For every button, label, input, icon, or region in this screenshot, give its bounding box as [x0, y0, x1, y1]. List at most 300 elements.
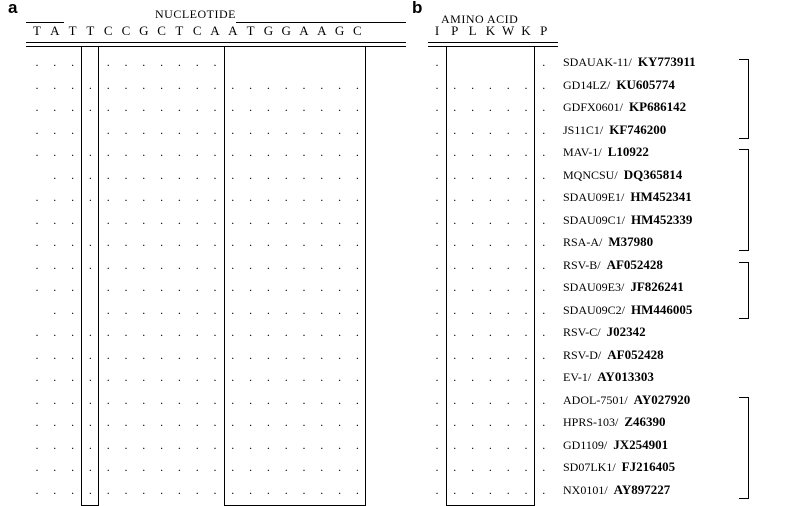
nucleotide-match-dot: . [160, 482, 164, 497]
strain-label [563, 438, 668, 452]
accession-number: HM452339 [631, 211, 693, 227]
accession-number: KF746200 [609, 121, 667, 137]
nucleotide-match-dot: . [355, 392, 359, 407]
nucleotide-match-dot: . [53, 325, 57, 339]
nucleotide-match-dot: . [71, 302, 75, 317]
nucleotide-match-dot: . [355, 167, 359, 182]
nucleotide-match-dot: . [35, 235, 39, 249]
nucleotide-match-dot: . [177, 77, 181, 92]
amino-acid-match-dot: . [542, 347, 546, 362]
amino-acid-match-dot: . [488, 302, 492, 317]
amino-acid-match-dot: . [471, 77, 475, 92]
strain-label [563, 190, 692, 204]
amino-acid-ref-residue: K [485, 23, 496, 38]
nucleotide-match-dot: . [195, 347, 199, 362]
amino-acid-match-dot: . [524, 482, 528, 497]
amino-acid-match-dot: . [471, 302, 475, 317]
nucleotide-match-dot: . [177, 325, 181, 339]
panel-b-label: b [412, 0, 423, 17]
accession-number: KY773911 [637, 54, 696, 69]
amino-acid-match-dot: . [453, 415, 457, 429]
nucleotide-match-dot: . [320, 302, 324, 317]
strain-label [563, 100, 686, 114]
nucleotide-match-dot: . [249, 122, 253, 137]
nucleotide-match-dot: . [320, 100, 324, 114]
nucleotide-match-dot: . [338, 212, 342, 227]
nucleotide-match-dot: . [320, 257, 324, 272]
nucleotide-match-dot: . [53, 257, 57, 272]
nucleotide-match-dot: . [53, 235, 57, 249]
nucleotide-match-dot: . [249, 257, 253, 272]
nucleotide-match-dot: . [284, 347, 288, 362]
amino-acid-match-dot: . [488, 347, 492, 362]
nucleotide-match-dot: . [284, 77, 288, 92]
nucleotide-match-dot: . [338, 100, 342, 114]
nucleotide-ref-base: A [299, 23, 309, 38]
nucleotide-match-dot: . [142, 325, 146, 339]
nucleotide-match-dot: . [53, 55, 57, 69]
nucleotide-match-dot: . [284, 257, 288, 272]
accession-number: HM446005 [631, 301, 693, 317]
nucleotide-match-dot: . [355, 370, 359, 384]
nucleotide-match-dot: . [249, 100, 253, 114]
nucleotide-match-dot: . [284, 437, 288, 452]
amino-acid-match-dot: . [524, 235, 528, 249]
amino-acid-match-dot: . [453, 370, 457, 384]
amino-acid-ref-residue: W [502, 23, 515, 38]
amino-acid-match-dot: . [542, 55, 546, 69]
nucleotide-match-dot: . [71, 280, 75, 294]
amino-acid-match-dot: . [542, 145, 546, 159]
nucleotide-match-dot: . [302, 212, 306, 227]
nucleotide-match-dot: . [266, 460, 270, 474]
strain-label [563, 415, 666, 429]
nucleotide-match-dot: . [266, 347, 270, 362]
amino-acid-match-dot: . [542, 167, 546, 182]
nucleotide-match-dot: . [266, 325, 270, 339]
nucleotide-match-dot: . [88, 190, 92, 204]
strain-label [563, 483, 670, 497]
nucleotide-match-dot: . [88, 415, 92, 429]
nucleotide-match-dot: . [231, 460, 235, 474]
nucleotide-match-dot: . [124, 437, 128, 452]
nucleotide-match-dot: . [53, 482, 57, 497]
amino-acid-match-dot: . [488, 437, 492, 452]
nucleotide-match-dot: . [302, 77, 306, 92]
nucleotide-match-dot: . [160, 392, 164, 407]
nucleotide-match-dot: . [177, 145, 181, 159]
nucleotide-match-dot: . [195, 415, 199, 429]
nucleotide-match-dot: . [284, 212, 288, 227]
strain-name: GD1109/ [563, 437, 608, 452]
amino-acid-match-dot: . [471, 167, 475, 182]
nucleotide-match-dot: . [284, 190, 288, 204]
amino-acid-ref-residue: L [468, 23, 477, 38]
nucleotide-match-dot: . [195, 212, 199, 227]
amino-acid-match-dot: . [524, 167, 528, 182]
amino-acid-match-dot: . [435, 482, 439, 497]
amino-acid-match-dot: . [542, 257, 546, 272]
nucleotide-match-dot: . [160, 167, 164, 182]
nucleotide-match-dot: . [88, 482, 92, 497]
nucleotide-match-dot: . [249, 482, 253, 497]
nucleotide-match-dot: . [302, 257, 306, 272]
amino-acid-match-dot: . [453, 325, 457, 339]
nucleotide-match-dot: . [160, 302, 164, 317]
nucleotide-match-dot: . [284, 482, 288, 497]
amino-acid-match-dot: . [453, 392, 457, 407]
nucleotide-match-dot: . [71, 257, 75, 272]
amino-acid-match-dot: . [488, 325, 492, 339]
nucleotide-match-dot: . [160, 77, 164, 92]
nucleotide-match-dot: . [195, 370, 199, 384]
amino-acid-ref-residue: I [434, 23, 440, 38]
nucleotide-match-dot: . [231, 370, 235, 384]
nucleotide-match-dot: . [231, 302, 235, 317]
nucleotide-match-dot: . [284, 392, 288, 407]
amino-acid-match-dot: . [524, 460, 528, 474]
strain-label [563, 55, 696, 69]
nucleotide-match-dot: . [338, 415, 342, 429]
amino-acid-match-dot: . [435, 190, 439, 204]
amino-acid-match-dot: . [488, 415, 492, 429]
nucleotide-match-dot: . [106, 167, 110, 182]
strain-name: MAV-1/ [563, 145, 602, 159]
accession-number: J02342 [606, 324, 646, 339]
nucleotide-match-dot: . [106, 55, 110, 69]
nucleotide-header: NUCLEOTIDE [155, 7, 236, 21]
amino-acid-match-dot: . [488, 482, 492, 497]
nucleotide-match-dot: . [302, 302, 306, 317]
amino-acid-match-dot: . [453, 482, 457, 497]
nucleotide-match-dot: . [53, 280, 57, 294]
nucleotide-match-dot: . [88, 347, 92, 362]
nucleotide-match-dot: . [231, 122, 235, 137]
nucleotide-match-dot: . [249, 460, 253, 474]
nucleotide-match-dot: . [160, 212, 164, 227]
nucleotide-match-dot: . [231, 482, 235, 497]
strain-name: SDAU09C1/ [563, 212, 626, 227]
nucleotide-match-dot: . [302, 392, 306, 407]
amino-acid-match-dot: . [542, 460, 546, 474]
amino-acid-match-dot: . [542, 77, 546, 92]
amino-acid-match-dot: . [453, 280, 457, 294]
nucleotide-match-dot: . [88, 235, 92, 249]
nucleotide-match-dot: . [213, 325, 217, 339]
amino-acid-match-dot: . [453, 122, 457, 137]
amino-acid-match-dot: . [524, 370, 528, 384]
nucleotide-match-dot: . [302, 460, 306, 474]
nucleotide-match-dot: . [266, 100, 270, 114]
nucleotide-match-dot: . [231, 145, 235, 159]
nucleotide-match-dot: . [124, 212, 128, 227]
nucleotide-match-dot: . [355, 145, 359, 159]
strain-name: SDAUAK-11/ [563, 55, 632, 69]
strain-label [563, 258, 663, 272]
strain-label [563, 145, 649, 159]
strain-name: GD14LZ/ [563, 77, 611, 92]
nucleotide-match-dot: . [106, 235, 110, 249]
nucleotide-match-dot: . [213, 482, 217, 497]
nucleotide-match-dot: . [320, 460, 324, 474]
amino-acid-match-dot: . [524, 347, 528, 362]
strain-name: NX0101/ [563, 482, 608, 497]
accession-number: AF052428 [607, 346, 664, 362]
nucleotide-match-dot: . [231, 190, 235, 204]
nucleotide-match-dot: . [338, 347, 342, 362]
nucleotide-match-dot: . [355, 212, 359, 227]
amino-acid-match-dot: . [453, 77, 457, 92]
strain-name: MQNCSU/ [563, 167, 618, 182]
nucleotide-match-dot: . [106, 212, 110, 227]
amino-acid-match-dot: . [488, 77, 492, 92]
amino-acid-match-dot: . [524, 190, 528, 204]
amino-acid-match-dot: . [471, 257, 475, 272]
nucleotide-ref-base: T [246, 23, 255, 38]
nucleotide-match-dot: . [35, 145, 39, 159]
amino-acid-match-dot: . [471, 325, 475, 339]
amino-acid-match-dot: . [435, 325, 439, 339]
accession-number: JF826241 [630, 279, 684, 294]
nucleotide-match-dot: . [249, 190, 253, 204]
amino-acid-match-dot: . [471, 460, 475, 474]
nucleotide-match-dot: . [302, 370, 306, 384]
amino-acid-match-dot: . [471, 122, 475, 137]
strain-label [563, 393, 690, 407]
nucleotide-match-dot: . [160, 235, 164, 249]
strain-name: JS11C1/ [563, 122, 604, 137]
amino-acid-match-dot: . [471, 415, 475, 429]
nucleotide-match-dot: . [302, 122, 306, 137]
nucleotide-match-dot: . [266, 280, 270, 294]
nucleotide-match-dot: . [142, 347, 146, 362]
nucleotide-match-dot: . [71, 392, 75, 407]
nucleotide-match-dot: . [124, 190, 128, 204]
amino-acid-match-dot: . [524, 325, 528, 339]
nucleotide-match-dot: . [53, 190, 57, 204]
strain-label [563, 370, 654, 384]
accession-number: AY013303 [597, 369, 654, 384]
nucleotide-match-dot: . [249, 302, 253, 317]
accession-number: JX254901 [613, 436, 669, 452]
nucleotide-match-dot: . [35, 212, 39, 227]
nucleotide-match-dot: . [71, 100, 75, 114]
nucleotide-match-dot: . [302, 325, 306, 339]
strain-label [563, 280, 684, 294]
nucleotide-match-dot: . [124, 370, 128, 384]
nucleotide-match-dot: . [35, 325, 39, 339]
nucleotide-match-dot: . [195, 280, 199, 294]
nucleotide-match-dot: . [249, 235, 253, 249]
nucleotide-match-dot: . [338, 482, 342, 497]
nucleotide-match-dot: . [213, 145, 217, 159]
nucleotide-match-dot: . [142, 167, 146, 182]
nucleotide-match-dot: . [177, 122, 181, 137]
nucleotide-match-dot: . [195, 235, 199, 249]
nucleotide-ref-base: T [68, 23, 77, 38]
nucleotide-match-dot: . [284, 280, 288, 294]
amino-acid-match-dot: . [506, 325, 510, 339]
nucleotide-match-dot: . [355, 482, 359, 497]
nucleotide-match-dot: . [355, 280, 359, 294]
nucleotide-match-dot: . [320, 392, 324, 407]
nucleotide-match-dot: . [106, 100, 110, 114]
nucleotide-match-dot: . [106, 77, 110, 92]
nucleotide-match-dot: . [35, 437, 39, 452]
nucleotide-match-dot: . [213, 167, 217, 182]
nucleotide-match-dot: . [35, 482, 39, 497]
nucleotide-match-dot: . [71, 190, 75, 204]
nucleotide-header-rule-right [236, 22, 406, 23]
nucleotide-match-dot: . [124, 145, 128, 159]
nucleotide-match-dot: . [320, 347, 324, 362]
nucleotide-match-dot: . [160, 280, 164, 294]
amino-acid-match-dot: . [471, 100, 475, 114]
amino-acid-match-dot: . [542, 235, 546, 249]
nucleotide-match-dot: . [142, 280, 146, 294]
nucleotide-match-dot: . [177, 167, 181, 182]
nucleotide-match-dot: . [338, 392, 342, 407]
amino-acid-match-dot: . [435, 122, 439, 137]
nucleotide-match-dot: . [355, 257, 359, 272]
nucleotide-ref-base: G [263, 23, 274, 38]
nucleotide-match-dot: . [124, 122, 128, 137]
nucleotide-match-dot: . [284, 100, 288, 114]
nucleotide-match-dot: . [106, 437, 110, 452]
nucleotide-match-dot: . [142, 145, 146, 159]
amino-acid-match-dot: . [488, 257, 492, 272]
nucleotide-match-dot: . [284, 415, 288, 429]
strain-name: RSV-B/ [563, 257, 601, 272]
nucleotide-match-dot: . [355, 347, 359, 362]
nucleotide-match-dot: . [142, 302, 146, 317]
nucleotide-match-dot: . [213, 190, 217, 204]
nucleotide-match-dot: . [195, 325, 199, 339]
nucleotide-match-dot: . [160, 190, 164, 204]
nucleotide-match-dot: . [302, 235, 306, 249]
nucleotide-match-dot: . [338, 145, 342, 159]
nucleotide-match-dot: . [160, 100, 164, 114]
amino-acid-match-dot: . [524, 302, 528, 317]
nucleotide-ref-base: A [210, 23, 220, 38]
strain-label [563, 168, 682, 182]
amino-acid-match-dot: . [542, 392, 546, 407]
nucleotide-match-dot: . [124, 280, 128, 294]
nucleotide-match-dot: . [35, 257, 39, 272]
nucleotide-match-dot: . [88, 77, 92, 92]
nucleotide-match-dot: . [88, 325, 92, 339]
amino-acid-match-dot: . [506, 100, 510, 114]
nucleotide-match-dot: . [355, 460, 359, 474]
nucleotide-ref-base: T [33, 23, 41, 38]
nucleotide-match-dot: . [320, 437, 324, 452]
nucleotide-match-dot: . [35, 100, 39, 114]
amino-acid-match-dot: . [488, 212, 492, 227]
nucleotide-match-dot: . [320, 167, 324, 182]
nucleotide-match-dot: . [142, 212, 146, 227]
nucleotide-header-rule-left [26, 22, 64, 23]
nucleotide-match-dot: . [213, 122, 217, 137]
amino-acid-match-dot: . [506, 437, 510, 452]
nucleotide-match-dot: . [195, 55, 199, 69]
strain-name: SD07LK1/ [563, 460, 616, 474]
amino-acid-match-dot: . [488, 190, 492, 204]
nucleotide-match-dot: . [320, 122, 324, 137]
nucleotide-match-dot: . [160, 145, 164, 159]
amino-acid-match-dot: . [435, 145, 439, 159]
amino-acid-match-dot: . [453, 145, 457, 159]
amino-acid-ref-residue: P [451, 23, 459, 38]
amino-acid-match-dot: . [506, 122, 510, 137]
nucleotide-match-dot: . [195, 392, 199, 407]
nucleotide-match-dot: . [88, 145, 92, 159]
amino-acid-match-dot: . [471, 347, 475, 362]
nucleotide-match-dot: . [53, 122, 57, 137]
strain-label [563, 123, 666, 137]
amino-acid-match-dot: . [471, 370, 475, 384]
nucleotide-match-dot: . [106, 325, 110, 339]
nucleotide-match-dot: . [195, 145, 199, 159]
nucleotide-match-dot: . [249, 415, 253, 429]
strain-name: ADOL-7501/ [563, 392, 628, 407]
nucleotide-match-dot: . [338, 370, 342, 384]
nucleotide-match-dot: . [266, 370, 270, 384]
amino-acid-match-dot: . [488, 280, 492, 294]
nucleotide-match-dot: . [71, 235, 75, 249]
nucleotide-match-dot: . [106, 392, 110, 407]
nucleotide-match-dot: . [71, 145, 75, 159]
nucleotide-match-dot: . [53, 302, 57, 317]
nucleotide-match-dot: . [266, 190, 270, 204]
nucleotide-match-dot: . [231, 212, 235, 227]
nucleotide-ref-base: C [121, 23, 131, 38]
nucleotide-match-dot: . [338, 460, 342, 474]
nucleotide-match-dot: . [338, 77, 342, 92]
amino-acid-match-dot: . [506, 212, 510, 227]
amino-acid-match-dot: . [435, 280, 439, 294]
amino-acid-match-dot: . [435, 77, 439, 92]
nucleotide-match-dot: . [124, 460, 128, 474]
nucleotide-match-dot: . [266, 302, 270, 317]
nucleotide-match-dot: . [231, 415, 235, 429]
nucleotide-match-dot: . [231, 100, 235, 114]
nucleotide-match-dot: . [142, 370, 146, 384]
strain-label [563, 460, 675, 474]
nucleotide-match-dot: . [355, 100, 359, 114]
nucleotide-match-dot: . [195, 100, 199, 114]
amino-acid-match-dot: . [435, 392, 439, 407]
nucleotide-match-dot: . [142, 190, 146, 204]
nucleotide-match-dot: . [177, 280, 181, 294]
amino-acid-match-dot: . [542, 482, 546, 497]
nucleotide-match-dot: . [249, 370, 253, 384]
nucleotide-match-dot: . [213, 415, 217, 429]
accession-number: L10922 [607, 144, 649, 159]
nucleotide-match-dot: . [177, 347, 181, 362]
nucleotide-match-dot: . [53, 437, 57, 452]
nucleotide-match-dot: . [266, 167, 270, 182]
nucleotide-match-dot: . [160, 55, 164, 69]
amino-acid-match-dot: . [453, 460, 457, 474]
amino-acid-ref-residue: P [540, 23, 548, 38]
amino-acid-header: AMINO ACID [441, 12, 519, 26]
amino-acid-match-dot: . [435, 347, 439, 362]
nucleotide-match-dot: . [266, 392, 270, 407]
nucleotide-match-dot: . [320, 325, 324, 339]
nucleotide-match-dot: . [106, 122, 110, 137]
accession-number: Z46390 [624, 414, 666, 429]
amino-acid-match-dot: . [506, 482, 510, 497]
